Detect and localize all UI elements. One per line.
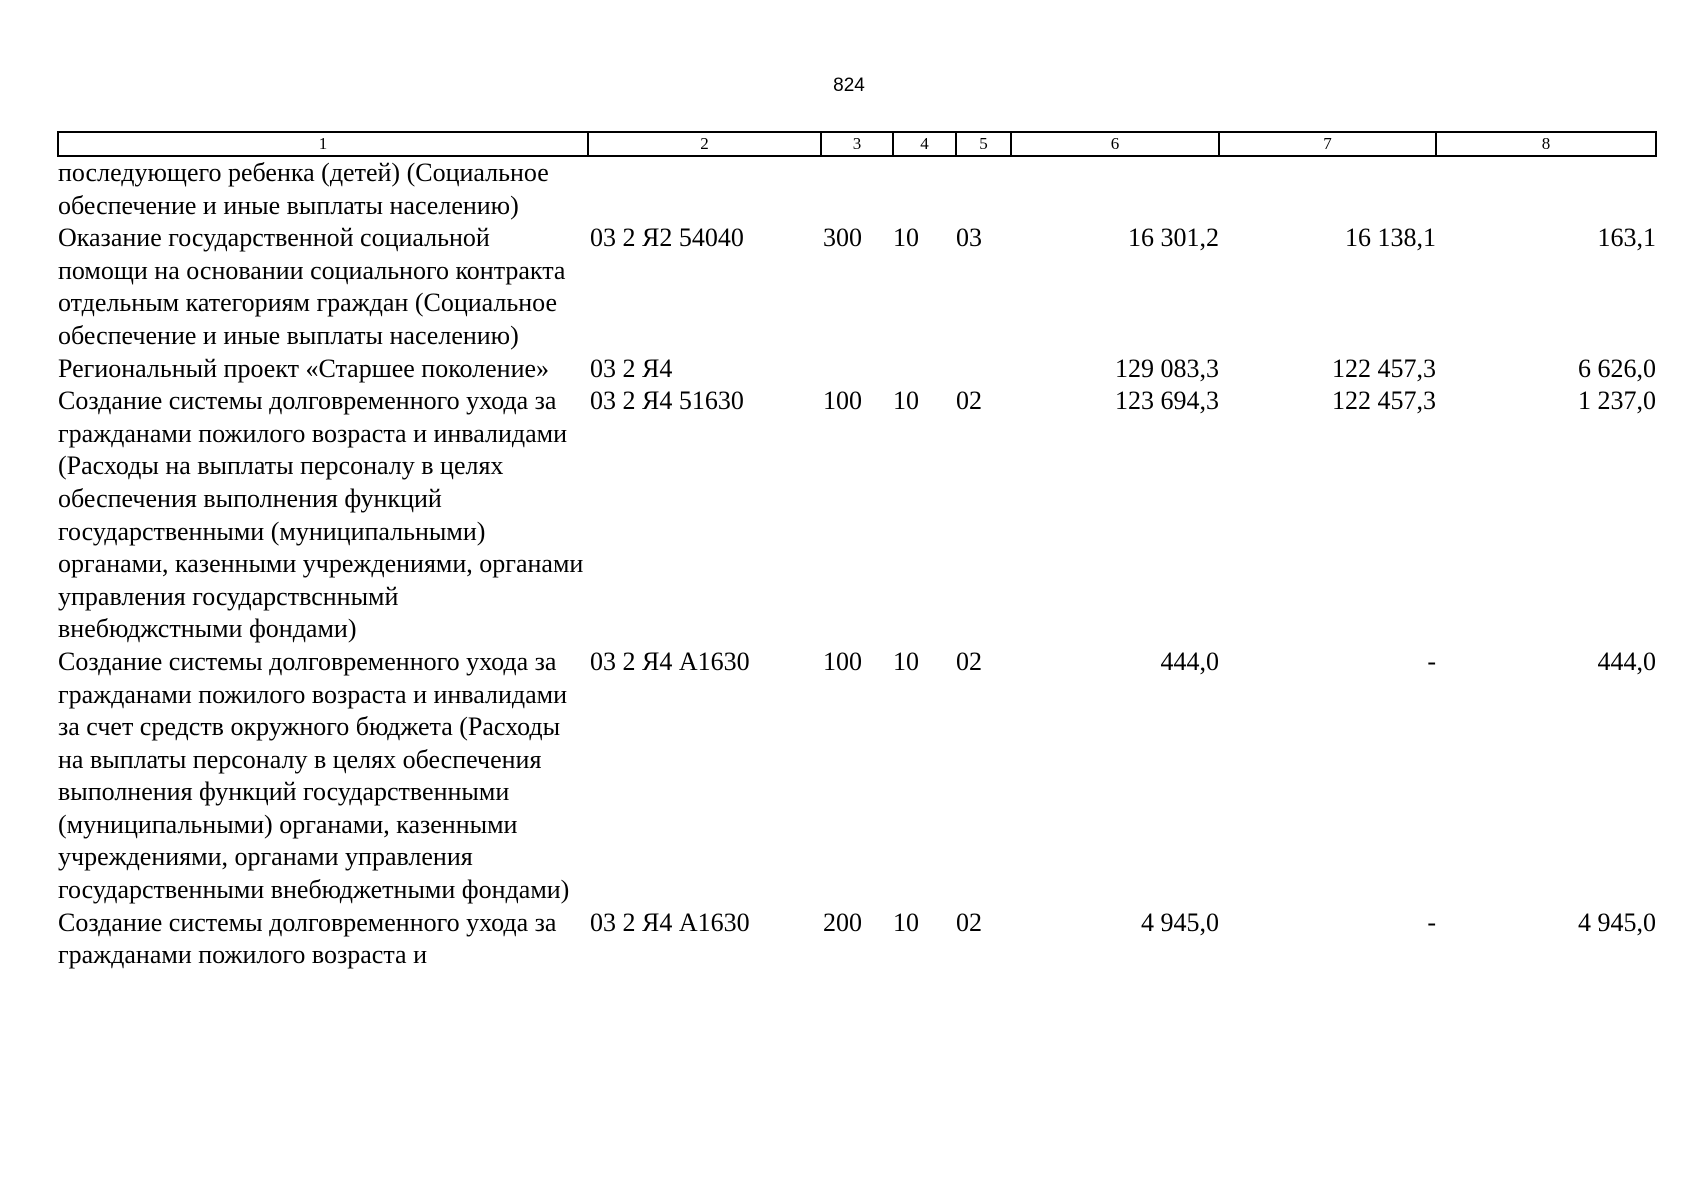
row-name-cell: Создание системы долговременного ухода за гражданами пожилого возраста и инвалидами (Расходы на выплаты персоналу в целях обеспечения выполнения функций государственными (муниципальными) органами, казенными учреждениями, органами управления государствсннымй внебюджстными фондами) <box>58 386 584 644</box>
target-code-cell: 03 2 Я2 54040 <box>590 223 744 253</box>
federal-amount-cell: - <box>1427 907 1436 937</box>
row-name-cell: последующего ребенка (детей) (Социальное обеспечение и иные выплаты населению) <box>58 158 549 220</box>
subsection-cell: 02 <box>956 646 982 676</box>
section-cell <box>893 156 956 222</box>
regional-amount-cell: 163,1 <box>1597 223 1656 253</box>
section-cell: 10 <box>893 386 919 416</box>
column-number-header: 8 <box>1436 132 1656 156</box>
table-row <box>58 907 1656 972</box>
subsection-cell: 02 <box>956 386 982 416</box>
page-number: 824 <box>833 75 865 96</box>
target-code-cell: 03 2 Я4 51630 <box>590 386 744 416</box>
table-row <box>58 646 1656 907</box>
expense-type-cell: 300 <box>823 223 862 253</box>
subsection-cell: 02 <box>956 907 982 937</box>
column-number-header: 5 <box>956 132 1011 156</box>
target-code-cell <box>588 156 821 222</box>
column-number-header: 1 <box>58 132 588 156</box>
subsection-cell <box>956 353 1011 386</box>
total-amount-cell: 123 694,3 <box>1115 386 1219 416</box>
row-name-cell: Оказание государственной социальной помощи на основании социального контракта отдельным категориям граждан (Социальное обеспечение и иные выплаты населению) <box>58 223 566 350</box>
column-number-header-row <box>58 132 1656 156</box>
column-number-header: 7 <box>1219 132 1436 156</box>
section-cell <box>893 353 956 386</box>
target-code-cell: 03 2 Я4 А1630 <box>590 907 750 937</box>
subsection-cell: 03 <box>956 223 982 253</box>
budget-table <box>57 131 1657 972</box>
column-number-header: 3 <box>821 132 893 156</box>
federal-amount-cell: 16 138,1 <box>1345 223 1436 253</box>
subsection-cell <box>956 156 1011 222</box>
federal-amount-cell: - <box>1427 646 1436 676</box>
expense-type-cell <box>821 353 893 386</box>
total-amount-cell <box>1011 156 1219 222</box>
regional-amount-cell: 6 626,0 <box>1578 353 1656 383</box>
federal-amount-cell: 122 457,3 <box>1332 353 1436 383</box>
target-code-cell: 03 2 Я4 А1630 <box>590 646 750 676</box>
target-code-cell: 03 2 Я4 <box>590 353 673 383</box>
total-amount-cell: 16 301,2 <box>1128 223 1219 253</box>
row-name-cell: Создание системы долговременного ухода за гражданами пожилого возраста и инвалидами за счет средств окружного бюджета (Расходы на выплаты персоналу в целях обеспечения выполнения функций государственными (муниципальными) органами, казенными учреждениями, органами управления государственными внебюджетными фондами) <box>58 646 570 905</box>
table-row <box>58 156 1656 222</box>
table-row <box>58 222 1656 352</box>
total-amount-cell: 129 083,3 <box>1115 353 1219 383</box>
federal-amount-cell: 122 457,3 <box>1332 386 1436 416</box>
expense-type-cell: 100 <box>823 646 862 676</box>
column-number-header: 6 <box>1011 132 1219 156</box>
expense-type-cell: 100 <box>823 386 862 416</box>
federal-amount-cell <box>1219 156 1436 222</box>
regional-amount-cell: 444,0 <box>1597 646 1656 676</box>
regional-amount-cell <box>1436 156 1656 222</box>
column-number-header: 4 <box>893 132 956 156</box>
row-name-cell: Региональный проект «Старшее поколение» <box>58 353 550 383</box>
expense-type-cell <box>821 156 893 222</box>
total-amount-cell: 4 945,0 <box>1141 907 1219 937</box>
section-cell: 10 <box>893 223 919 253</box>
column-number-header: 2 <box>588 132 821 156</box>
section-cell: 10 <box>893 907 919 937</box>
expense-type-cell: 200 <box>823 907 862 937</box>
regional-amount-cell: 1 237,0 <box>1578 386 1656 416</box>
regional-amount-cell: 4 945,0 <box>1578 907 1656 937</box>
section-cell: 10 <box>893 646 919 676</box>
table-row <box>58 385 1656 646</box>
row-name-cell: Создание системы долговременного ухода за гражданами пожилого возраста и <box>58 907 557 970</box>
table-row <box>58 353 1656 386</box>
total-amount-cell: 444,0 <box>1160 646 1219 676</box>
